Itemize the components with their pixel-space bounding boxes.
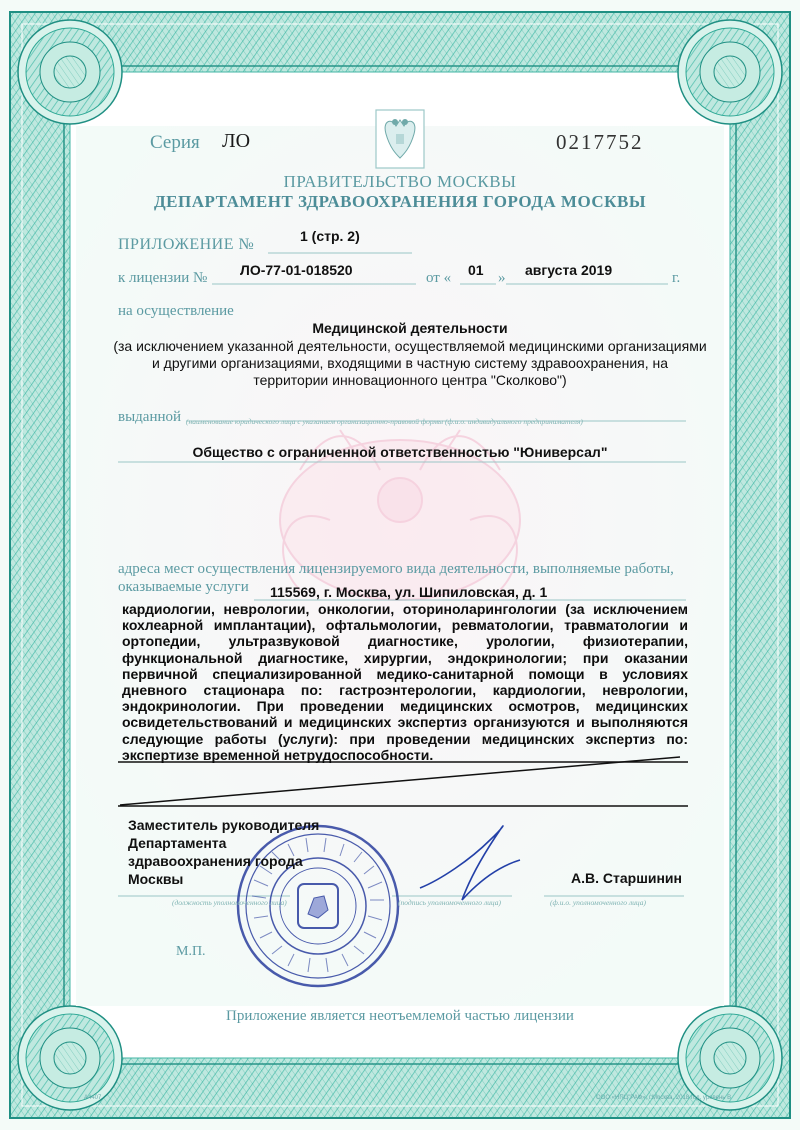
signatory-position-line-2: Департамента — [128, 835, 227, 851]
department-title: ДЕПАРТАМЕНТ ЗДРАВООХРАНЕНИЯ ГОРОДА МОСКВЫ — [153, 192, 647, 211]
signatory-position-line-3: здравоохранения города — [128, 853, 303, 869]
issued-organization: Общество с ограниченной ответственностью "Юниверсал" — [192, 444, 608, 460]
activity-line-2: и другими организациями, входящими в частную систему здравоохранения, на — [151, 355, 669, 371]
activity-title: Медицинской деятельности — [312, 320, 508, 336]
license-label: к лицензии № — [118, 270, 208, 286]
license-day: 01 — [468, 262, 484, 278]
activity-label: на осуществление — [118, 303, 234, 319]
footer-note: Приложение является неотъемлемой частью лицензии — [226, 1008, 574, 1024]
issued-hint: (наименование юридического лица с указанием организационно-правовой формы (ф.и.о. индивидуального предпринимателя) — [186, 417, 583, 426]
services-text: кардиологии, неврологии, онкологии, оториноларингологии (за исключением кохлеарной имплантации), офтальмологии, ревматологии, травматологии и ортопедии, ультразвуковой диагностике, урологии, физиотерапии, функциональной диагностике, хирургии, эндокринологии; при оказании первичной специализированной медико-санитарной помощи в условиях дневного стационара по: гастроэнтерологии, кардиологии, неврологии, эндокринологии. При проведении медицинских осмотров, медицинских освидетельствований и медицинских экспертиз организуются и выполняются следующие работы (услуги): при проведении медицинских экспертиз по: экспертизе временной нетрудоспособности. — [122, 601, 688, 763]
coat-of-arms-emblem — [376, 110, 424, 168]
license-month-year: августа 2019 — [525, 262, 613, 278]
address-label-line-1: адреса мест осуществления лицензируемого вида деятельности, выполняемые работы, — [118, 561, 674, 577]
signatory-position — [128, 816, 358, 888]
form-number: 0217752 — [556, 130, 644, 154]
hint-name: (ф.и.о. уполномоченного лица) — [550, 898, 647, 907]
activity-line-3: территории инновационного центра "Сколково") — [253, 372, 567, 388]
signatory-name: А.В. Старшинин — [571, 870, 682, 886]
activity-line-1: (за исключением указанной деятельности, осуществляемой медицинскими организациями — [113, 338, 707, 354]
series-label: Серия — [150, 132, 200, 153]
hint-position: (должность уполномоченного лица) — [172, 898, 287, 907]
corner-rosette-top-left — [18, 20, 122, 124]
hint-signature: (подпись уполномоченного лица) — [398, 898, 502, 907]
seal-place-label: М.П. — [176, 944, 206, 959]
appendix-label: ПРИЛОЖЕНИЕ № — [118, 236, 255, 253]
license-number: ЛО-77-01-018520 — [240, 262, 353, 278]
license-close-quote: » — [498, 270, 506, 286]
signatory-position-line-4: Москвы — [128, 871, 184, 887]
corner-rosette-top-right — [678, 20, 782, 124]
license-from-label: от « — [426, 270, 452, 286]
issued-label: выданной — [118, 409, 182, 425]
license-year-suffix: г. — [672, 270, 681, 286]
print-code-right: ООО «НПЦ"РАФ», г.Москва, 2018 год, уровень В — [596, 1095, 732, 1101]
government-title: ПРАВИТЕЛЬСТВО МОСКВЫ — [283, 172, 517, 191]
appendix-value: 1 (стр. 2) — [300, 228, 360, 244]
address-value: 115569, г. Москва, ул. Шипиловская, д. 1 — [270, 584, 548, 600]
print-code-left: А4407 — [84, 1095, 102, 1101]
address-label-line-2: оказываемые услуги — [118, 579, 249, 595]
series-value: ЛО — [222, 130, 251, 152]
signatory-position-line-1: Заместитель руководителя — [128, 817, 320, 833]
